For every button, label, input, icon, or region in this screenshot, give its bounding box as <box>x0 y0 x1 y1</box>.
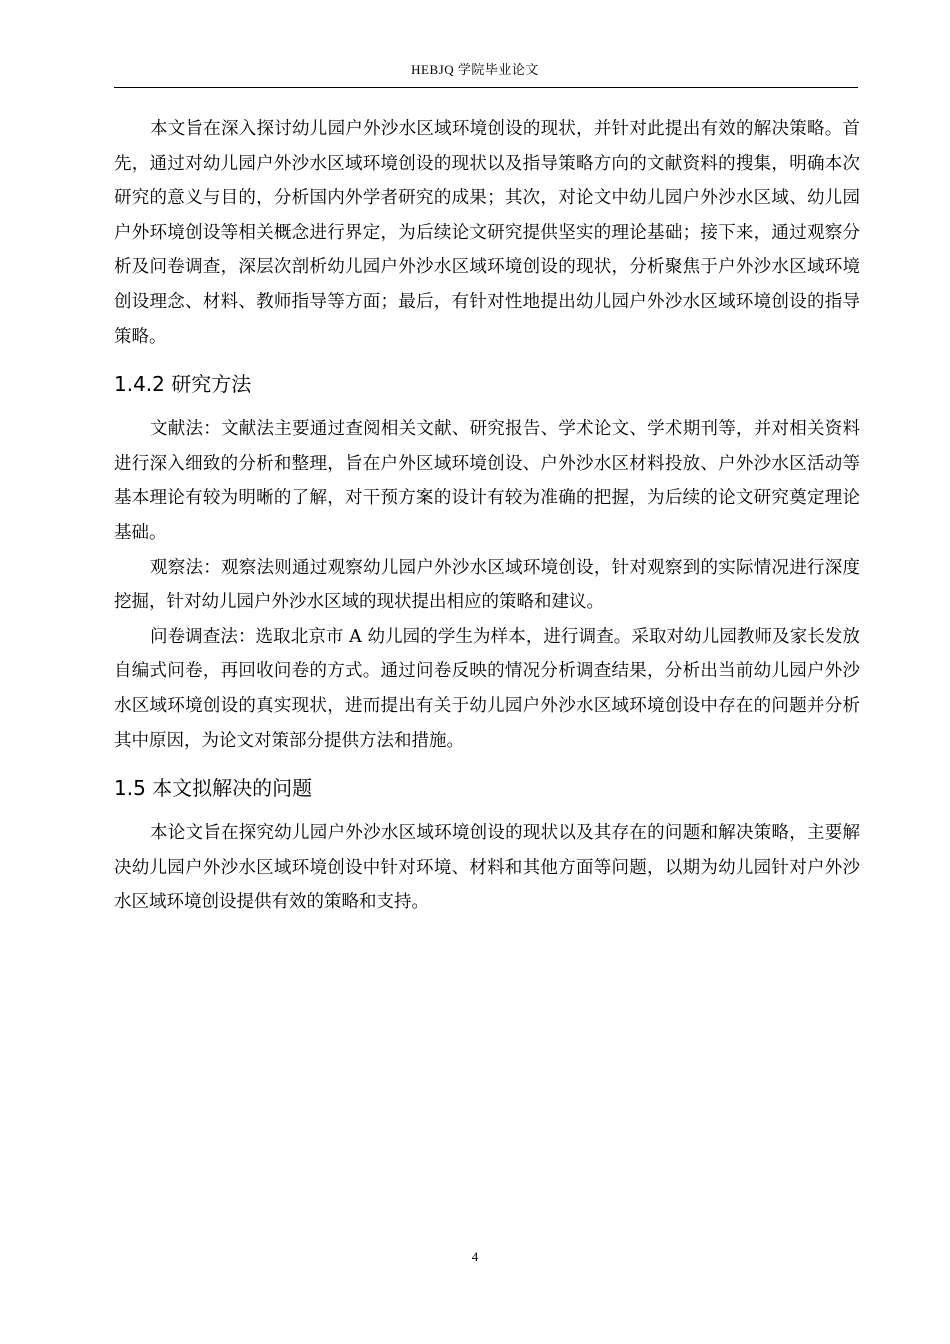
running-header: HEBJQ 学院毕业论文 <box>411 62 539 77</box>
method-questionnaire-paragraph: 问卷调查法：选取北京市 A 幼儿园的学生为样本，进行调查。采取对幼儿园教师及家长发放自编式问卷，再回收问卷的方式。通过问卷反映的情况分析调查结果，分析出当前幼儿园户外沙水区域环境创设的真实现状，进而提出有关于幼儿园户外沙水区域环境创设中存在的问题并分析其中原因，为论文对策部分提供方法和措施。 <box>114 626 860 751</box>
section-heading-1-4-2: 1.4.2 研究方法 <box>114 372 252 397</box>
page-body <box>114 112 860 920</box>
section-heading-1-5: 1.5 本文拟解决的问题 <box>114 776 313 801</box>
intro-paragraph: 本文旨在深入探讨幼儿园户外沙水区域环境创设的现状，并针对此提出有效的解决策略。首先，通过对幼儿园户外沙水区域环境创设的现状以及指导策略方向的文献资料的搜集，明确本次研究的意义与目的，分析国内外学者研究的成果；其次，对论文中幼儿园户外沙水区域、幼儿园户外环境创设等相关概念进行界定，为后续论文研究提供坚实的理论基础；接下来，通过观察分析及问卷调查，深层次剖析幼儿园户外沙水区域环境创设的现状，分析聚焦于户外沙水区域环境创设理念、材料、教师指导等方面；最后，有针对性地提出幼儿园户外沙水区域环境创设的指导策略。 <box>114 119 860 347</box>
header-divider <box>114 87 858 88</box>
method-literature-paragraph: 文献法：文献法主要通过查阅相关文献、研究报告、学术论文、学术期刊等，并对相关资料进行深入细致的分析和整理，旨在户外区域环境创设、户外沙水区材料投放、户外沙水区活动等基本理论有较为明晰的了解，对干预方案的设计有较为准确的把握，为后续的论文研究奠定理论基础。 <box>114 419 860 543</box>
problems-paragraph: 本论文旨在探究幼儿园户外沙水区域环境创设的现状以及其存在的问题和解决策略，主要解决幼儿园户外沙水区域环境创设中针对环境、材料和其他方面等问题，以期为幼儿园针对户外沙水区域环境创设提供有效的策略和支持。 <box>114 823 860 913</box>
method-observation-paragraph: 观察法：观察法则通过观察幼儿园户外沙水区域环境创设，针对观察到的实际情况进行深度挖掘，针对幼儿园户外沙水区域的现状提出相应的策略和建议。 <box>114 557 860 613</box>
page-number: 4 <box>471 1249 479 1264</box>
